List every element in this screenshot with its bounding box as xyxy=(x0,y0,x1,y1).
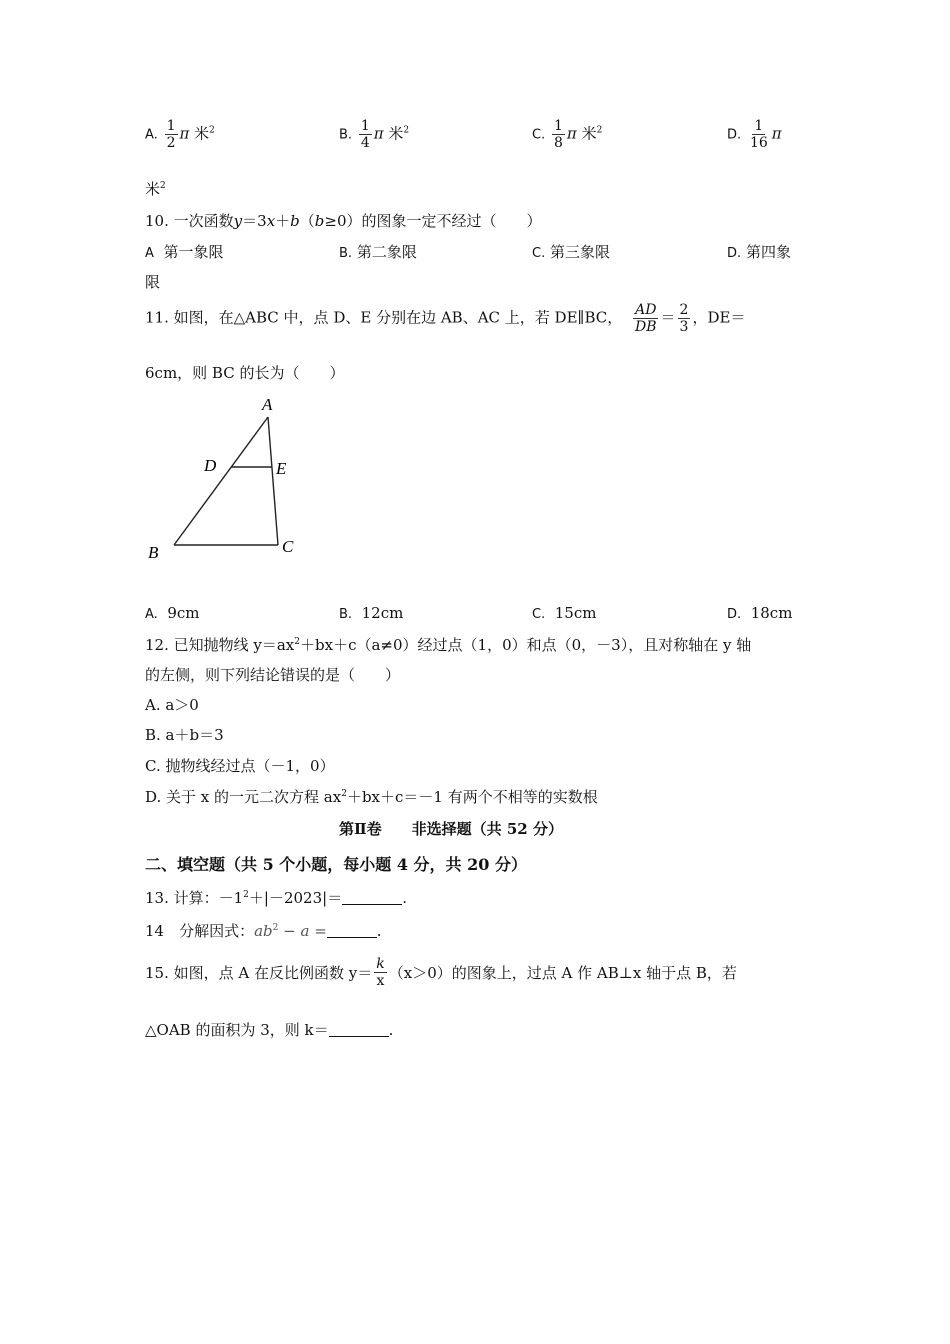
q10-option-a: A 第一象限 xyxy=(145,243,224,261)
option-letter: B. xyxy=(339,127,353,143)
q15-line2: △OAB 的面积为 3，则 k＝ . xyxy=(145,1021,394,1039)
label-a: A xyxy=(262,395,273,414)
label-e: E xyxy=(276,459,287,478)
option-letter: D. xyxy=(727,127,742,143)
q12-stem-line2: 的左侧，则下列结论错误的是（ ） xyxy=(145,666,401,684)
q12-option-d: D. 关于 x 的一元二次方程 $ax^2+bx+c=-1$ 有两个不相等的实数根 xyxy=(145,788,598,806)
fraction: $\frac{1}{4}$ xyxy=(360,118,370,151)
q9-option-d-unit: 米$^2$ xyxy=(145,180,166,198)
q10-option-c: C. 第三象限 xyxy=(532,243,611,261)
q14: 14 分解因式：$ab^2 - a$ = . xyxy=(145,922,382,940)
q10-stem: 10. 一次函数y＝3x＋b（b≥0）的图象一定不经过（ ） xyxy=(145,212,542,230)
fraction: $\frac{1}{8}$ xyxy=(554,118,563,151)
q11-option-a: A. 9cm xyxy=(145,604,200,622)
q11-option-c: C. 15cm xyxy=(532,604,597,622)
q10-option-b: B. 第二象限 xyxy=(339,243,417,261)
q10-option-d-wrap: 限 xyxy=(145,273,161,291)
q12-option-b: B. a＋b＝3 xyxy=(145,726,224,744)
fill-in-heading: 二、填空题（共 5 个小题，每小题 4 分，共 20 分） xyxy=(145,855,527,874)
triangle-figure xyxy=(140,390,310,570)
q15: 15. 如图，点 A 在反比例函数 y＝ $\frac{k}{x}$ （x＞0）的图象上，过点 A 作 AB⊥x 轴于点 B，若 xyxy=(145,956,737,989)
label-c: C xyxy=(282,537,294,556)
q9-option-d: D. $\frac{1}{16}$ π xyxy=(727,118,782,151)
q13: 13. 计算：$-1^2+|-2023|=$ . xyxy=(145,889,407,907)
q12-option-c: C. 抛物线经过点（－1，0） xyxy=(145,757,335,775)
value-fraction: $\frac{2}{3}$ xyxy=(679,302,689,335)
answer-blank xyxy=(342,890,402,905)
fraction: $\frac{1}{2}$ xyxy=(166,118,176,151)
q9-option-c: C. $\frac{1}{8}$ π 米$^2$ xyxy=(532,118,603,151)
side-ac xyxy=(268,417,278,545)
q10-option-d: D. 第四象 xyxy=(727,243,791,261)
q11-stem-line2: 6cm，则 BC 的长为（ ） xyxy=(145,364,345,382)
label-d: D xyxy=(204,456,217,475)
side-ab xyxy=(174,417,268,545)
ratio-fraction: $\frac{AD}{DB}$ xyxy=(635,302,657,335)
q11-option-b: B. 12cm xyxy=(339,604,404,622)
option-letter: C. xyxy=(532,127,546,143)
q12-option-a: A. a＞0 xyxy=(145,696,199,714)
fraction: $\frac{1}{16}$ xyxy=(749,118,768,151)
q11-option-d: D. 18cm xyxy=(727,604,793,622)
answer-blank xyxy=(327,923,377,938)
label-b: B xyxy=(148,543,159,562)
q9-option-a: A. $\frac{1}{2}$ π 米$^2$ xyxy=(145,118,215,151)
q9-option-b: B. $\frac{1}{4}$ π 米$^2$ xyxy=(339,118,410,151)
q11-stem: 11. 如图，在△ABC 中，点 D、E 分别在边 AB、AC 上，若 DE∥BC， $\frac{AD}{DB}$ ＝ $\frac{2}{3}$ ，DE＝ xyxy=(145,302,746,335)
section-title: 第Ⅱ卷 非选择题（共 52 分） xyxy=(339,820,563,838)
k-over-x-fraction: $\frac{k}{x}$ xyxy=(376,956,385,989)
q12-stem: 12. 已知抛物线 $y=ax^2+bx+c(a\ne 0)$经过点（1，0）和点（0，－3），且对称轴在 y 轴 xyxy=(145,636,752,654)
option-letter: A. xyxy=(145,127,158,143)
answer-blank xyxy=(329,1022,389,1037)
